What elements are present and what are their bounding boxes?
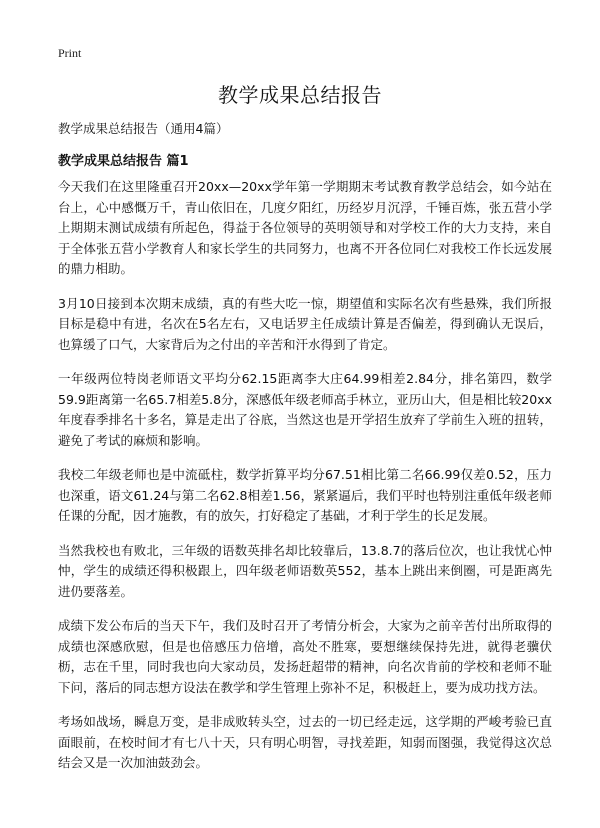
- paragraph-4: 我校二年级老师也是中流砥柱，数学折算平均分67.51相比第二名66.99仅差0.52，压力也深重，语文61.24与第二名62.8相差1.56，紧紧逼后，我们平时也特别注重低年级老师任课的分配，因才施教，有的放矢，打好稳定了基础，才利于学生的长足发展。: [58, 467, 552, 523]
- paragraph-7: 考场如战场，瞬息万变，是非成败转头空，过去的一切已经走远，这学期的严峻考验已直面眼前，在校时间才有七八十天，只有明心明智，寻找差距，知弱而图强，我觉得这次总结会又是一次加油鼓劲会。: [58, 714, 552, 770]
- document-subtitle: 教学成果总结报告（通用4篇）: [58, 121, 229, 136]
- article-body: [58, 177, 552, 788]
- document-title: 教学成果总结报告: [218, 83, 382, 107]
- paragraph-6: 成绩下发公布后的当天下午，我们及时召开了考情分析会，大家为之前辛苦付出所取得的成绩也深感欣慰，但是也倍感压力倍增，高处不胜寒，要想继续保持先进，就得老骥伏枥，志在千里，同时我也向大家动员，发扬赶超带的精神，向名次肯前的学校和老师不耻下问，落后的同志想方设法在教学和学生管理上弥补不足，积极赶上，要为成功找方法。: [58, 618, 552, 695]
- paragraph-1: 今天我们在这里隆重召开20xx—20xx学年第一学期期末考试教育教学总结会，如今站在台上，心中感慨万千，青山依旧在，几度夕阳红，历经岁月沉浮，千锤百炼，张五营小学上期期末测试成绩有所起色，得益于各位领导的英明领导和对学校工作的大力支持，来自于全体张五营小学教育人和家长学生的共同努力，也离不开各位同仁对我校工作长远发展的鼎力相助。: [58, 179, 552, 276]
- section-heading: 教学成果总结报告 篇1: [58, 154, 189, 169]
- paragraph-3: 一年级两位特岗老师语文平均分62.15距离李大庄64.99相差2.84分，排名第四，数学59.9距离第一名65.7相差5.8分，深感低年级老师高手林立，亚历山大，但是相比较20xx年度春季排名十多名，算是走出了谷底，当然这也是开学招生放弃了学前生入班的扭转，避免了考试的麻烦和影响。: [58, 371, 552, 448]
- print-link[interactable]: Print: [58, 46, 82, 60]
- paragraph-5: 当然我校也有败北，三年级的语数英排名却比较靠后，13.8.7的落后位次，也让我忧心忡忡，学生的成绩还得积极跟上，四年级老师语数英552，基本上跳出来倒圈，可是距离先进仍要落差。: [58, 542, 552, 599]
- paragraph-2: 3月10日接到本次期末成绩，真的有些大吃一惊，期望值和实际名次有些悬殊，我们所报目标是稳中有进，名次在5名左右，又电话罗主任成绩计算是否偏差，得到确认无误后，也算缓了口气，大家背后为之付出的辛苦和汗水得到了肯定。: [58, 295, 552, 352]
